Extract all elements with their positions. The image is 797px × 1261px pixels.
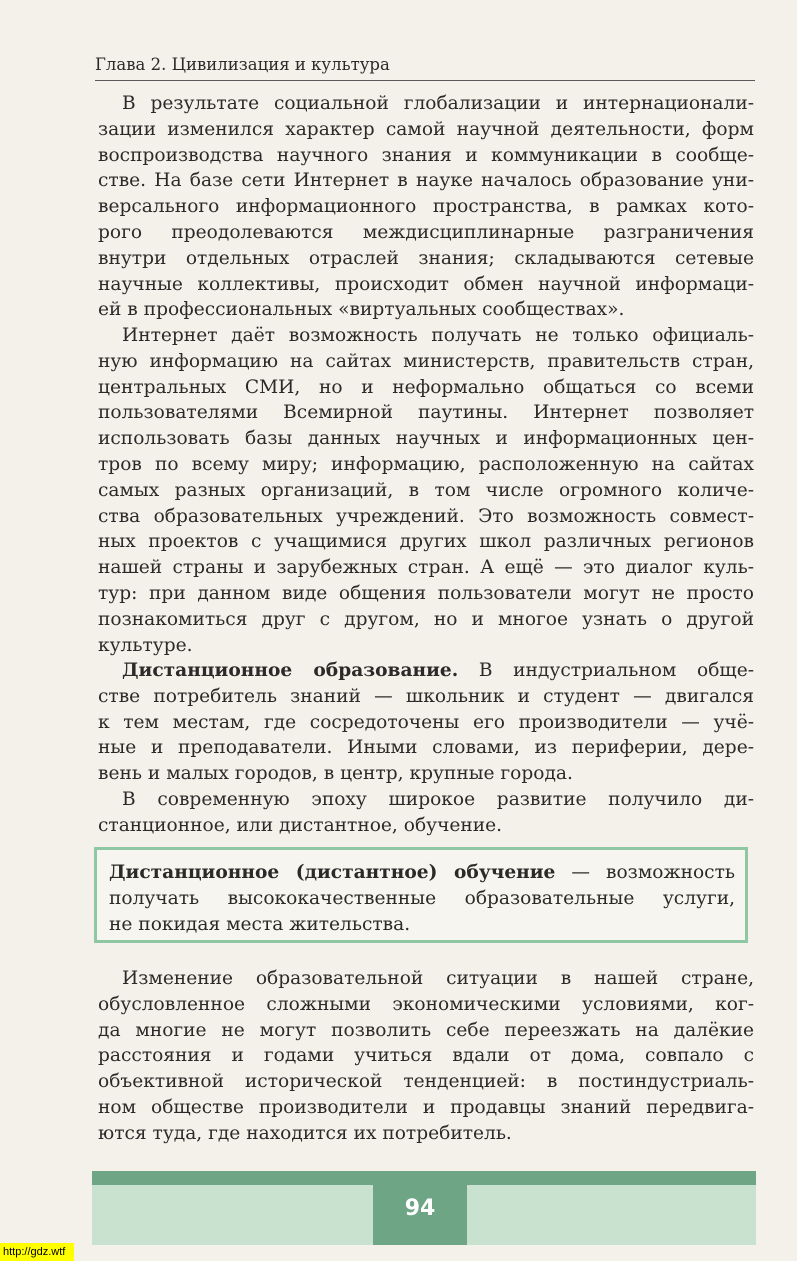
text-line: обусловленное сложными экономическими условиями, ког- <box>98 993 754 1015</box>
footer-band <box>92 1171 756 1185</box>
text-line: внутри отдельных отраслей знания; складываются сетевые <box>98 247 754 269</box>
text-line: к тем местам, где сосредоточены его производители — учё- <box>98 711 754 733</box>
text-line: расстояния и годами учиться вдали от дома, совпало с <box>98 1045 754 1067</box>
text-line: В результате социальной глобализации и интернационали- <box>122 93 754 114</box>
text-line: зации изменился характер самой научной деятельности, форм <box>98 118 754 140</box>
text-line: объективной исторической тенденцией: в постиндустриаль- <box>98 1071 754 1093</box>
paragraph-globalization <box>98 91 754 323</box>
text-line: воспроизводства научного знания и коммуникации в сообще- <box>98 144 754 166</box>
text-line <box>98 658 754 684</box>
text-line: ства образовательных учреждений. Это возможность совмест- <box>98 505 754 527</box>
text-line: пользователями Всемирной паутины. Интернет позволяет <box>98 402 754 424</box>
text-line: познакомиться друг с другом, но и многое узнать о другой <box>98 608 754 630</box>
text-line: стве потребитель знаний — школьник и студент — двигался <box>98 685 754 707</box>
page-number: 94 <box>373 1185 467 1245</box>
text-line: нашей страны и зарубежных стран. А ещё — это диалог куль- <box>98 557 754 579</box>
chapter-header: Глава 2. Цивилизация и культура <box>95 55 755 81</box>
text-line: получать высококачественные образовательные услуги, <box>109 887 735 909</box>
text-line: тур: при данном виде общения пользователи могут не просто <box>98 582 754 604</box>
text-line: использовать базы данных научных и информационных цен- <box>98 428 754 450</box>
text-line: не покидая места жительства. <box>109 913 411 935</box>
text-line: Изменение образовательной ситуации в нашей стране, <box>122 968 754 989</box>
heading-continuation: В индустриальном обще- <box>458 660 754 681</box>
text-line: ей в профессиональных «виртуальных сообществах». <box>98 299 625 321</box>
watermark-link[interactable]: http://gdz.wtf <box>0 1243 74 1261</box>
text-line: научные коллективы, происходит обмен научной информаци- <box>98 273 754 295</box>
text-line: ются туда, где находится их потребитель. <box>98 1122 512 1144</box>
text-line: ную информацию на сайтах министерств, правительств стран, <box>98 350 754 372</box>
text-line <box>109 860 735 886</box>
text-line: версального информационного пространства, в рамках кото- <box>98 196 754 218</box>
text-line: рого преодолеваются междисциплинарные разграничения <box>98 221 754 243</box>
text-line: В современную эпоху широкое развитие получило ди- <box>122 789 754 810</box>
text-line: культуре. <box>98 634 193 656</box>
paragraph-distance-education <box>98 658 754 787</box>
section-heading: Дистанционное образование. <box>122 660 459 681</box>
definition-term: Дистанционное (дистантное) обучение <box>109 862 556 883</box>
text-line: самых разных организаций, в том числе огромного количе- <box>98 479 754 501</box>
paragraph-internet <box>98 323 754 658</box>
definition-text <box>109 860 735 937</box>
definition-continuation: — возможность <box>555 862 735 883</box>
text-line: станционное, или дистантное, обучение. <box>98 814 503 836</box>
text-line: вень и малых городов, в центр, крупные города. <box>98 763 573 785</box>
text-line: ные и преподаватели. Иными словами, из периферии, дере- <box>98 737 754 759</box>
text-line: стве. На базе сети Интернет в науке началось образование уни- <box>98 170 754 192</box>
text-line: ных проектов с учащимися других школ различных регионов <box>98 531 754 553</box>
text-line: центральных СМИ, но и неформально общаться со всеми <box>98 376 754 398</box>
definition-box <box>94 847 748 943</box>
paragraph-change <box>98 966 754 1147</box>
text-line: да многие не могут позволить себе переезжать на далёкие <box>98 1019 754 1041</box>
text-line: ном обществе производители и продавцы знаний передвига- <box>98 1096 754 1118</box>
paragraph-modern-era <box>98 787 754 839</box>
text-line: Интернет даёт возможность получать не только официаль- <box>122 325 754 346</box>
text-line: тров по всему миру; информацию, расположенную на сайтах <box>98 453 754 475</box>
